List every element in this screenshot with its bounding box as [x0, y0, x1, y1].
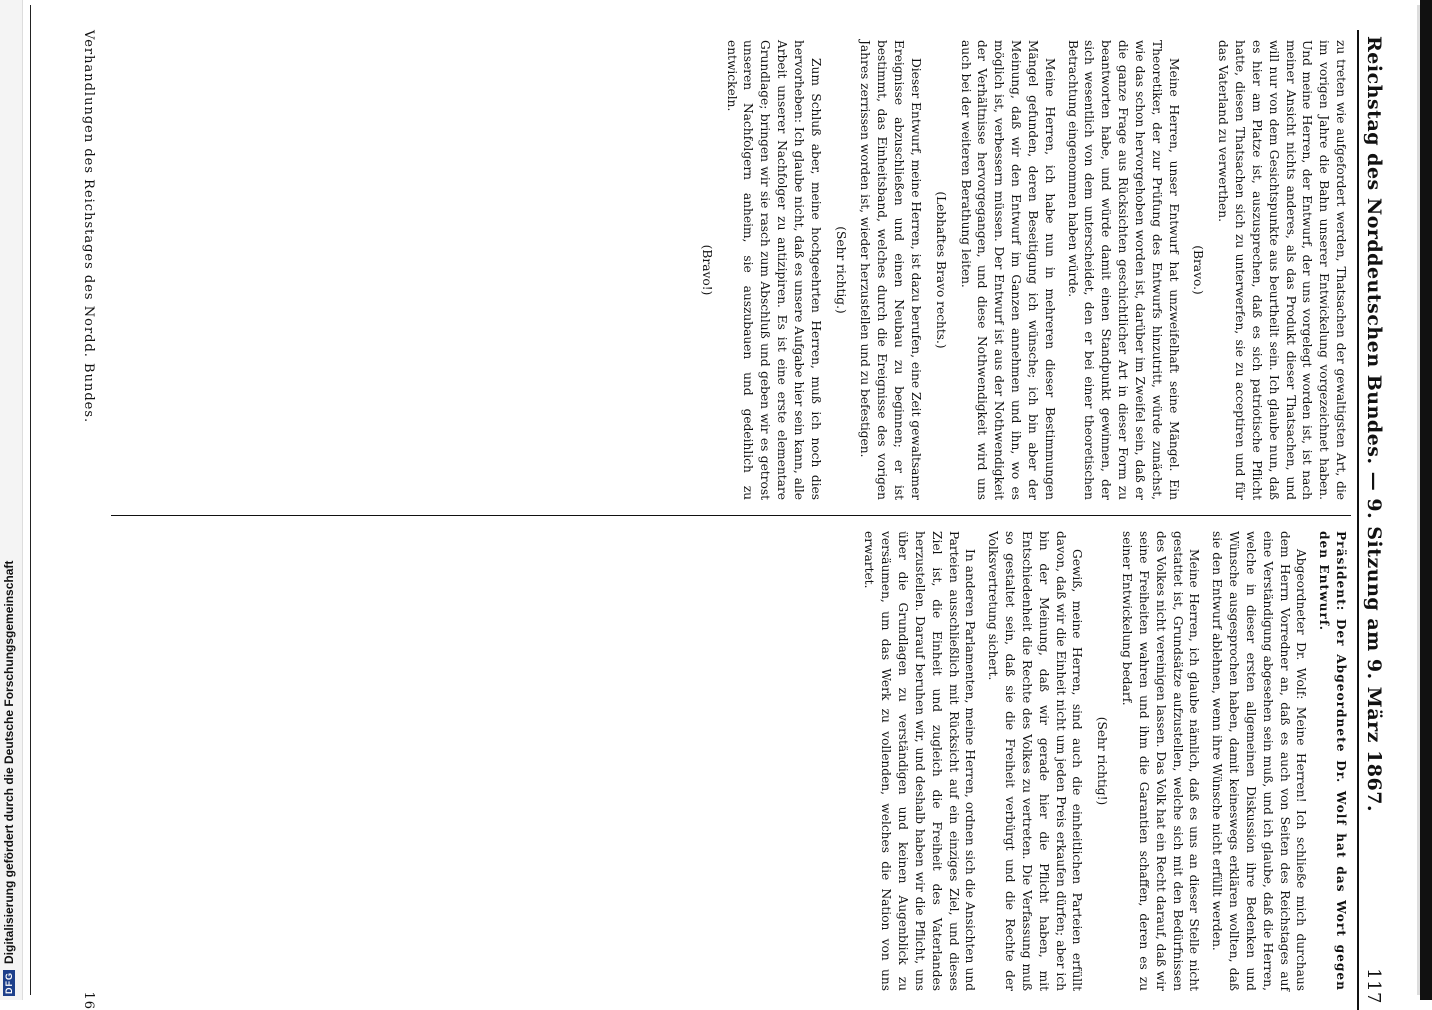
reaction: (Sehr richtig!)	[1095, 716, 1110, 806]
scan-margin-right	[1420, 0, 1432, 1000]
credit-text: Digitalisierung gefördert durch die Deutsche Forschungsgemeinschaft	[2, 560, 16, 964]
left-column	[111, 30, 1351, 510]
reaction: (Sehr richtig.)	[833, 226, 848, 314]
paragraph: Meine Herren, ich glaube nämlich, daß es uns an dieser Stelle nicht gestattet ist, Grundsätze aufzustellen, welche sich mit den Bedürfnissen des Volkes nicht vereinigen lassen. Das Volk hat ein Recht darauf, daß wir seine Freiheiten wahren und ihm die Garantien schaffen, deren es zu seiner Entwickelung bedarf.	[1120, 531, 1202, 991]
footer-signature: Verhandlungen des Reichstages des Nordd. Bundes.	[81, 30, 96, 424]
digitization-credit	[2, 561, 16, 996]
running-head	[1357, 30, 1385, 1010]
paragraph: Gewiß, meine Herren, sind auch die einheitlichen Parteien erfüllt davon, daß wir die Einheit nicht um jeden Preis erkaufen dürfen; aber ich bin der Meinung, daß wir gerade hier die Pflicht haben, mit Entschiedenheit die Rechte des Volkes zu vertreten. Die Verfassung muß so gestaltet sein, daß sie die Freiheit verbürgt und die Rechte der Volksvertretung sichert.	[986, 531, 1085, 991]
paragraph: Meine Herren, unser Entwurf hat unzweifelhaft seine Mängel. Ein Theoretiker, der zur Prüfung des Entwurfs hinzutritt, würde zunächst, wie das schon hervorgehoben worden ist, darüber im Zweifel sein, daß er die ganze Frage aus Rücksichten geschichtlicher Art in dieser Form zu beantworten habe, und würde damit einen Standpunkt gewinnen, der sich wesentlich von dem unterscheidet, den er bei einer theoretischen Betrachtung eingenommen haben würde.	[1065, 40, 1181, 500]
reaction: (Lebhaftes Bravo rechts.)	[933, 191, 948, 349]
paragraph: zu treten wie aufgefordert werden, Thatsachen der gewaltigsten Art, die im vorigen Jahre die Bahn unserer Entwickelung vorgezeichnet haben. Und meine Herren, der Entwurf, der uns vorgelegt worden ist, ist nach meiner Ansicht nichts anderes, als das Produkt dieser Thatsachen, und will nur von dem Gesichtspunkte aus beurtheilt sein. Ich glaube nun, daß es hier am Platze ist, auszusprechen, daß es sich patriotische Pflicht hatte, diesen Thatsachen sich zu unterwerfen, sie zu acceptiren und für das Vaterland zu verwerthen.	[1216, 40, 1348, 500]
page-footer	[81, 30, 96, 1010]
page-number: 117	[1363, 968, 1384, 1004]
paragraph: Zum Schluß aber, meine hochgeehrten Herren, muß ich noch dies hervorheben: Ich glaube nicht, daß es unsere Aufgabe hier sein kann, alle Arbeit unserer Nachfolger zu antizipiren. Es ist eine erste elementare Grundlage; bringen wir sie rasch zum Abschluß und geben wir es getrost unseren Nachfolgern anheim, sie auszubauen und gedeihlich zu entwickeln.	[724, 40, 823, 500]
sheet-number: 16	[81, 991, 96, 1010]
paragraph: In anderen Parlamenten, meine Herren, ordnen sich die Ansichten und Parteien ausschließlich mit Rücksicht auf ein einziges Ziel, und dieses Ziel ist, die Einheit und zugleich die Freiheit des Vaterlandes herzustellen. Darauf beruhen wir, und deshalb haben wir die Pflicht, uns über die Grundlagen zu verständigen und keinen Augenblick zu versäumen, um das Werk zu vollenden, welches die Nation von uns erwartet.	[862, 531, 978, 991]
running-head-title: Reichstag des Norddeutschen Bundes. — 9. Sitzung am 9. März 1867.	[1363, 36, 1385, 813]
paragraph: Abgeordneter Dr. Wolf: Meine Herren! Ich schließe mich durchaus dem Herrn Vorredner an, daß es auch von Seiten des Reichstages auf eine Verständigung abgesehen sein muß, und ich glaube, daß die Herren, welche in dieser ersten allgemeinen Diskussion ihre Bedenken und Wünsche ausgesprochen haben, damit keineswegs erklären wollten, daß sie den Entwurf ablehnen, wenn ihre Wünsche nicht erfüllt werden.	[1210, 531, 1309, 991]
speaker-heading: Präsident: Der Abgeordnete Dr. Wolf hat das Wort gegen den Entwurf.	[1317, 531, 1348, 991]
dfg-logo: DFG	[4, 972, 14, 994]
paragraph: Dieser Entwurf, meine Herren, ist dazu berufen, eine Zeit gewaltsamer Ereignisse abzuschließen und einen Neubau zu beginnen; er ist bestimmt, das Einheitsband, welches durch die Ereignisse des vorigen Jahres zerrissen worden ist, wieder herzustellen und zu befestigen.	[858, 40, 923, 500]
rotated-page-content	[55, 30, 1385, 1010]
paragraph: Meine Herren, ich habe nun in mehreren dieser Bestimmungen Mängel gefunden, deren Beseitigung ich wünsche; ich bin aber der Meinung, daß wir den Entwurf im Ganzen annehmen und ihn, wo es möglich ist, verbessern müssen. Der Entwurf ist aus der Nothwendigkeit der Verhältnisse hervorgegangen, und diese Nothwendigkeit wird uns auch bei der weiteren Berathung leiten.	[958, 40, 1057, 500]
reaction: (Bravo!)	[699, 244, 714, 296]
reaction: (Bravo.)	[1191, 245, 1206, 295]
column-divider	[111, 515, 1351, 516]
text-columns	[81, 30, 1351, 1010]
right-column	[111, 521, 1351, 1001]
